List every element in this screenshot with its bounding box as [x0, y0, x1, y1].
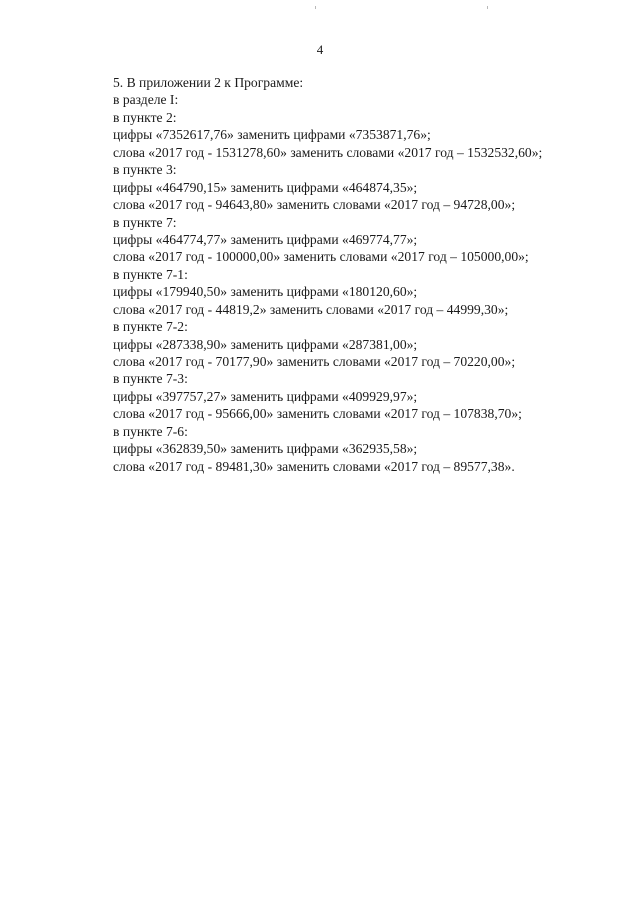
words-replacement: слова «2017 год - 89481,30» заменить словами «2017 год – 89577,38».: [113, 458, 515, 474]
item-label: в пункте 2:: [113, 109, 177, 125]
words-replacement: слова «2017 год - 70177,90» заменить словами «2017 год – 70220,00»;: [113, 354, 516, 369]
section-heading: 5. В приложении 2 к Программе:: [113, 75, 304, 90]
numbers-replacement: цифры «287338,90» заменить цифрами «287381,00»;: [113, 336, 418, 352]
numbers-replacement: цифры «7352617,76» заменить цифрами «7353871,76»;: [113, 127, 431, 143]
numbers-replacement: цифры «362839,50» заменить цифрами «362935,58»;: [113, 441, 418, 457]
page-number: 4: [316, 42, 324, 57]
item-label: в пункте 7-1:: [113, 266, 188, 282]
words-replacement: слова «2017 год - 1531278,60» заменить словами «2017 год – 1532532,60»;: [113, 144, 543, 160]
item-label: в пункте 7-2:: [113, 319, 188, 335]
scan-artifact: [487, 6, 488, 9]
item-label: в пункте 3:: [113, 162, 177, 178]
item-label: в пункте 7:: [113, 214, 177, 230]
words-replacement: слова «2017 год - 100000,00» заменить словами «2017 год – 105000,00»;: [113, 249, 529, 265]
words-replacement: слова «2017 год - 44819,2» заменить словами «2017 год – 44999,30»;: [113, 301, 509, 317]
numbers-replacement: цифры «464790,15» заменить цифрами «464874,35»;: [113, 179, 418, 195]
numbers-replacement: цифры «179940,50» заменить цифрами «180120,60»;: [113, 284, 418, 300]
words-replacement: слова «2017 год - 94643,80» заменить словами «2017 год – 94728,00»;: [113, 197, 516, 213]
item-label: в пункте 7-3:: [113, 371, 188, 387]
numbers-replacement: цифры «464774,77» заменить цифрами «469774,77»;: [113, 231, 418, 247]
subsection-label: в разделе I:: [113, 92, 179, 108]
amendment-text: [113, 74, 613, 475]
scan-artifact: [315, 6, 316, 9]
words-replacement: слова «2017 год - 95666,00» заменить словами «2017 год – 107838,70»;: [113, 406, 522, 422]
numbers-replacement: цифры «397757,27» заменить цифрами «409929,97»;: [113, 388, 418, 404]
item-label: в пункте 7-6:: [113, 423, 188, 439]
